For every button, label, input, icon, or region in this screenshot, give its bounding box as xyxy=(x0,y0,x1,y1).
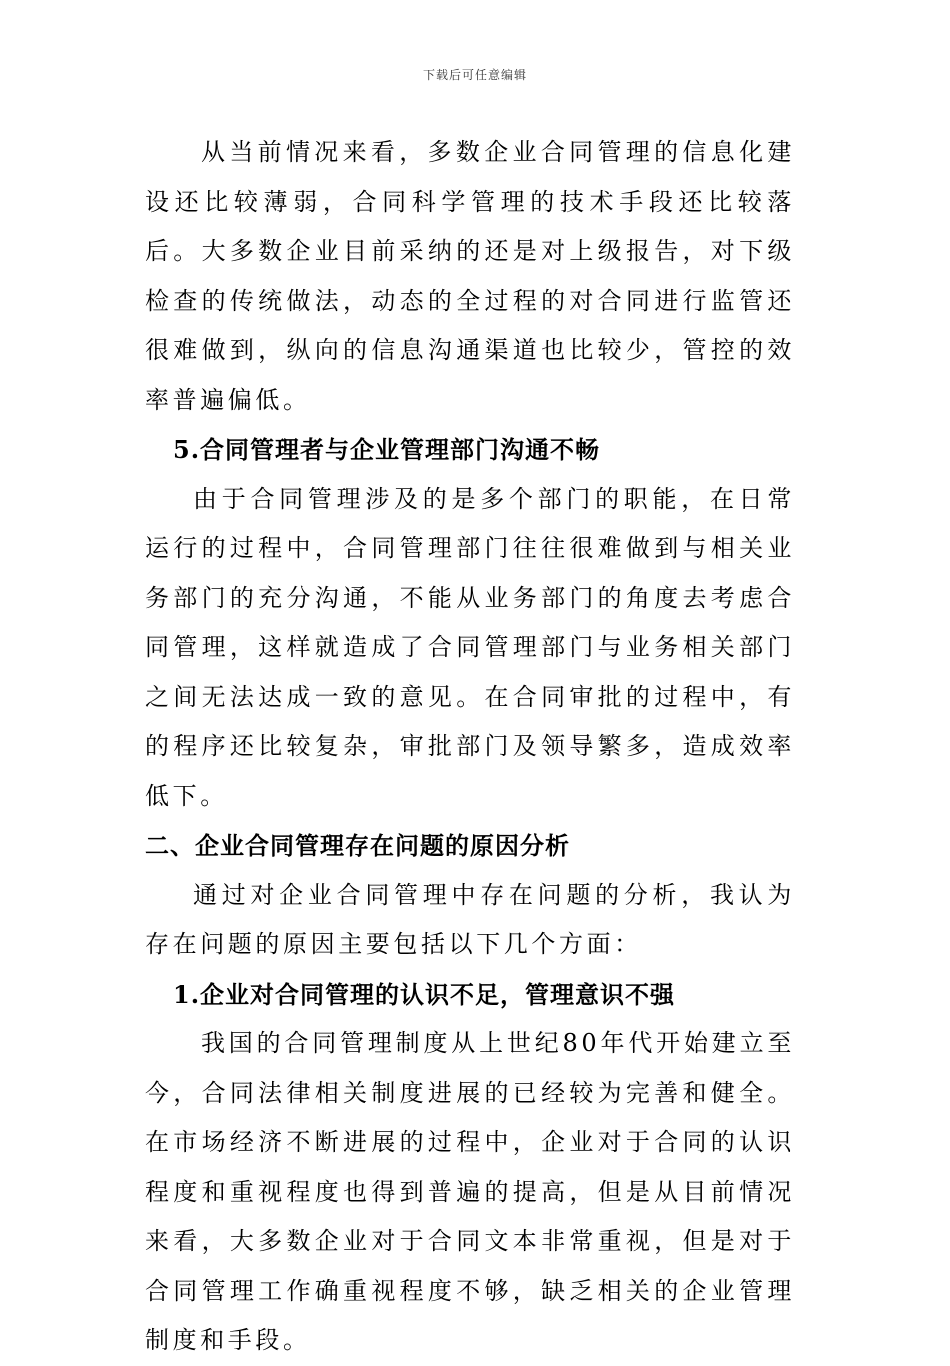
section-heading-communication: 5.合同管理者与企业管理部门沟通不畅 xyxy=(173,435,601,464)
paragraph-communication: 由于合同管理涉及的是多个部门的职能，在日常运行的过程中，合同管理部门往往很难做到与相关业务部门的充分沟通，不能从业务部门的角度去考虑合同管理，这样就造成了合同管理部门与业务相关部门之间无法达成一致的意见。在合同审批的过程中，有的程序还比较复杂，审批部门及领导繁多，造成效率低下。 xyxy=(145,484,795,810)
paragraph-causes-intro: 通过对企业合同管理中存在问题的分析，我认为存在问题的原因主要包括以下几个方面： xyxy=(145,880,795,958)
document-body xyxy=(145,128,795,1366)
page-header: 下载后可任意编辑 xyxy=(422,68,527,82)
paragraph-informatization: 从当前情况来看，多数企业合同管理的信息化建设还比较薄弱，合同科学管理的技术手段还比较落后。大多数企业目前采纳的还是对上级报告，对下级检查的传统做法，动态的全过程的对合同进行监管还很难做到，纵向的信息沟通渠道也比较少，管控的效率普遍偏低。 xyxy=(145,138,795,414)
section-heading-awareness: 1.企业对合同管理的认识不足，管理意识不强 xyxy=(173,979,676,1009)
chapter-heading-causes: 二、企业合同管理存在问题的原因分析 xyxy=(145,831,570,860)
paragraph-awareness: 我国的合同管理制度从上世纪80年代开始建立至今，合同法律相关制度进展的已经较为完善和健全。在市场经济不断进展的过程中，企业对于合同的认识程度和重视程度也得到普遍的提高，但是从目前情况来看，大多数企业对于合同文本非常重视，但是对于合同管理工作确重视程度不够，缺乏相关的企业管理制度和手段。 xyxy=(145,1029,795,1354)
